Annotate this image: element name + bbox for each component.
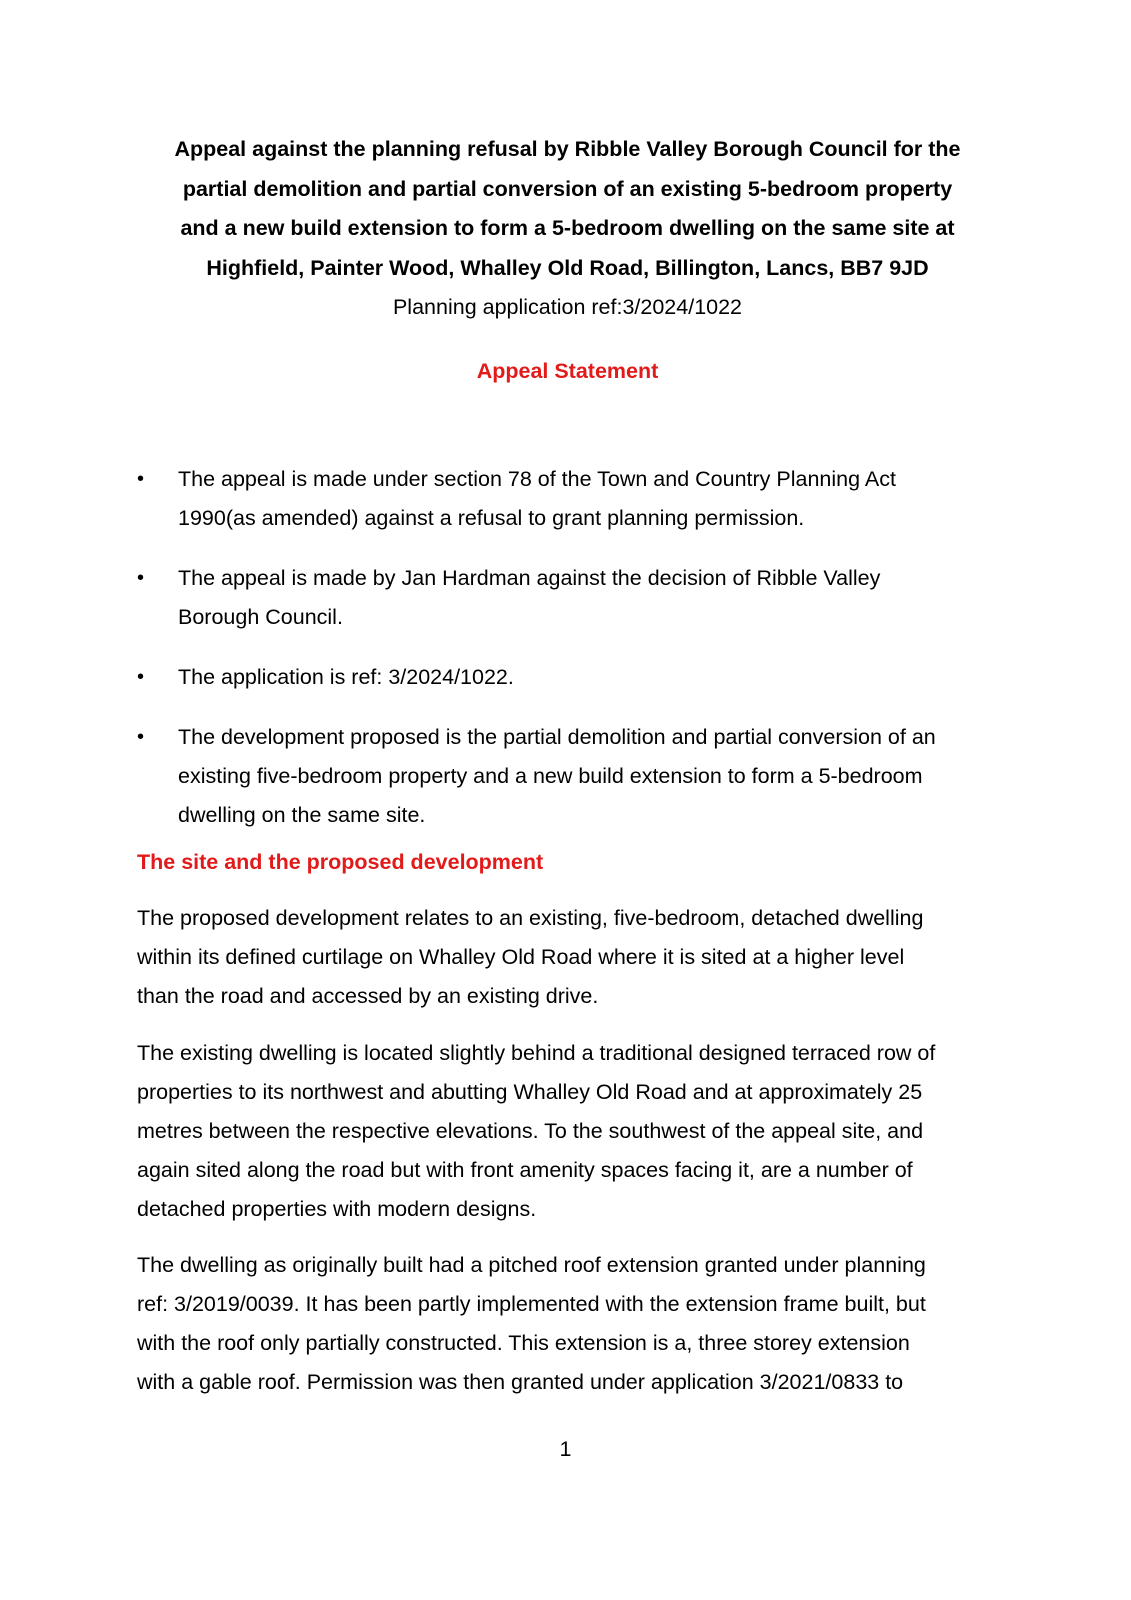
paragraph [137, 1034, 1007, 1229]
paragraph [137, 1246, 1007, 1402]
document-title [120, 130, 1015, 288]
bullet-line: dwelling on the same site. [178, 803, 426, 827]
bullet-item [137, 559, 997, 637]
paragraph-line: again sited along the road but with front amenity spaces facing it, are a number of [137, 1158, 913, 1182]
paragraph-line: than the road and accessed by an existing drive. [137, 984, 599, 1008]
paragraph-line: metres between the respective elevations. To the southwest of the appeal site, and [137, 1119, 924, 1143]
bullet-icon: • [137, 666, 145, 688]
bullet-icon: • [137, 567, 145, 589]
application-reference: Planning application ref:3/2024/1022 [392, 295, 743, 319]
bullet-item [137, 658, 997, 697]
paragraph-line: within its defined curtilage on Whalley Old Road where it is sited at a higher level [137, 945, 905, 969]
bullet-line: Borough Council. [178, 605, 343, 629]
bullet-line: The appeal is made under section 78 of the Town and Country Planning Act [178, 467, 896, 491]
appeal-statement-heading: Appeal Statement [476, 359, 659, 383]
paragraph-line: with the roof only partially constructed. This extension is a, three storey extension [137, 1331, 910, 1355]
bullet-icon: • [137, 468, 145, 490]
title-line: partial demolition and partial conversion of an existing 5-bedroom property [182, 176, 953, 201]
bullet-line: 1990(as amended) against a refusal to grant planning permission. [178, 506, 805, 530]
title-line: and a new build extension to form a 5-bedroom dwelling on the same site at [180, 216, 955, 240]
title-line: Highfield, Painter Wood, Whalley Old Road, Billington, Lancs, BB7 9JD [206, 255, 929, 280]
section-heading: The site and the proposed development [137, 850, 544, 874]
paragraph-line: with a gable roof. Permission was then granted under application 3/2021/0833 to [137, 1370, 904, 1394]
bullet-icon: • [137, 726, 145, 748]
paragraph-line: The existing dwelling is located slightly behind a traditional designed terraced row of [137, 1041, 936, 1065]
paragraph-line: The proposed development relates to an existing, five-bedroom, detached dwelling [137, 906, 924, 930]
paragraph-line: The dwelling as originally built had a pitched roof extension granted under planning [137, 1253, 926, 1277]
bullet-line: existing five-bedroom property and a new build extension to form a 5-bedroom [178, 764, 923, 788]
page-number: 1 [559, 1437, 572, 1461]
bullet-line: The development proposed is the partial demolition and partial conversion of an [178, 725, 936, 749]
bullet-line: The application is ref: 3/2024/1022. [178, 665, 514, 689]
paragraph-line: ref: 3/2019/0039. It has been partly implemented with the extension frame built, but [137, 1292, 926, 1316]
paragraph [137, 899, 1007, 1016]
bullet-item [137, 718, 997, 835]
paragraph-line: properties to its northwest and abutting Whalley Old Road and at approximately 25 [137, 1080, 923, 1104]
title-line: Appeal against the planning refusal by Ribble Valley Borough Council for the [174, 137, 961, 161]
bullet-item [137, 460, 997, 538]
bullet-line: The appeal is made by Jan Hardman against the decision of Ribble Valley [178, 566, 881, 590]
paragraph-line: detached properties with modern designs. [137, 1197, 537, 1221]
bullet-list [137, 460, 997, 856]
